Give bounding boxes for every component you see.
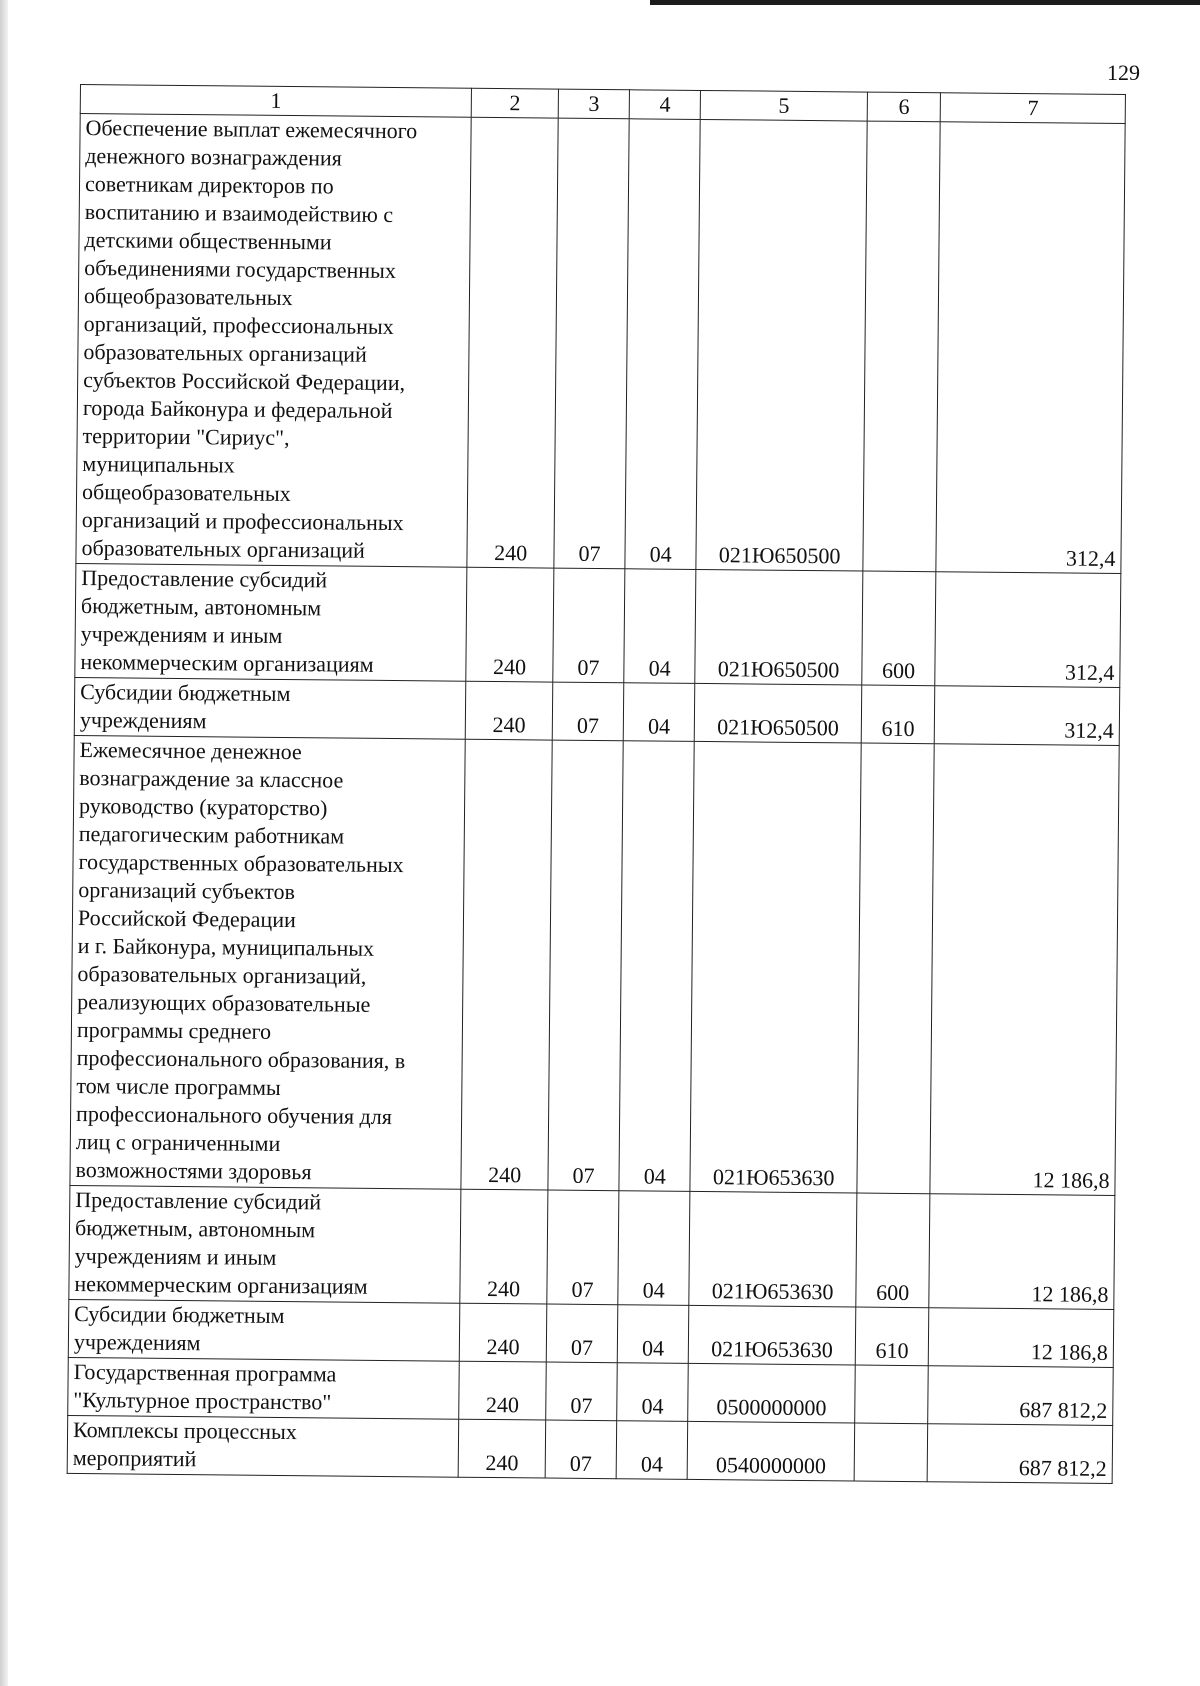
description-line: Государственная программа	[73, 1358, 337, 1387]
row-description	[68, 1357, 460, 1419]
description-line: учреждениям и иным	[80, 621, 283, 648]
code-cell: 240	[467, 117, 558, 568]
row-description	[70, 735, 466, 1189]
scan-top-edge	[650, 0, 1200, 5]
description-line: некоммерческим организациям	[74, 1271, 368, 1299]
subsection-cell: 04	[619, 741, 694, 1192]
scan-left-edge	[0, 0, 8, 1686]
description-line: педагогическим работникам	[78, 821, 345, 849]
subsection-cell: 04	[618, 1191, 690, 1306]
expense-type-cell: 610	[855, 1307, 929, 1366]
description-line: Комплексы процессных	[72, 1416, 297, 1445]
section-cell: 07	[545, 1420, 617, 1479]
amount-cell: 312,4	[935, 572, 1121, 688]
subsection-cell: 04	[617, 1363, 689, 1422]
amount-cell: 687 812,2	[928, 1424, 1113, 1484]
code-cell: 240	[459, 1361, 546, 1420]
description-line: Обеспечение выплат ежемесячного	[85, 115, 418, 144]
expense-type-cell: 610	[861, 685, 935, 744]
description-line: некоммерческим организациям	[80, 649, 374, 677]
table-row	[69, 1185, 1115, 1309]
subsection-cell: 04	[625, 119, 700, 570]
subsection-cell: 04	[617, 1305, 689, 1364]
description-line: Субсидии бюджетным	[80, 679, 291, 707]
target-article-cell: 021Ю650500	[695, 569, 863, 685]
row-description	[76, 114, 472, 568]
section-cell: 07	[552, 682, 624, 741]
target-article-cell: 021Ю650500	[695, 683, 862, 743]
description-line: советникам директоров по	[84, 171, 334, 199]
description-line: образовательных организаций	[81, 535, 366, 563]
description-line: государственных образовательных	[78, 849, 404, 878]
description-line: программы среднего	[76, 1017, 272, 1044]
amount-cell: 12 186,8	[929, 1194, 1115, 1310]
amount-cell: 12 186,8	[929, 1308, 1114, 1368]
subsection-cell: 04	[616, 1421, 688, 1480]
description-line: субъектов Российской Федерации,	[83, 367, 406, 396]
description-line: реализующих образовательные	[77, 989, 371, 1017]
description-line: организаций, профессиональных	[83, 311, 394, 340]
code-cell: 240	[466, 567, 554, 682]
description-line: Субсидии бюджетным	[74, 1301, 285, 1329]
amount-cell: 312,4	[936, 122, 1125, 574]
description-line: денежного вознаграждения	[85, 143, 342, 171]
table-row	[70, 735, 1119, 1195]
expense-type-cell: 600	[862, 571, 936, 686]
description-line: вознаграждение за классное	[79, 765, 344, 793]
target-article-cell: 021Ю653630	[690, 741, 861, 1193]
description-line: объединениями государственных	[84, 255, 397, 284]
description-line: города Байконура и федеральной	[82, 395, 393, 424]
description-line: учреждениям и иным	[74, 1243, 277, 1270]
column-number: 4	[629, 90, 700, 120]
section-cell: 07	[546, 1304, 618, 1363]
table-row	[74, 677, 1120, 745]
column-number: 6	[867, 92, 941, 122]
description-line: лиц с ограниченными	[75, 1129, 281, 1156]
table-row	[76, 114, 1125, 574]
description-line: общеобразовательных	[81, 479, 291, 507]
description-line: Предоставление субсидий	[75, 1187, 322, 1215]
description-line: профессионального обучения для	[75, 1101, 393, 1130]
description-line: и г. Байконура, муниципальных	[77, 933, 375, 961]
amount-cell: 687 812,2	[928, 1366, 1113, 1426]
amount-cell: 12 186,8	[930, 744, 1119, 1196]
description-line: общеобразовательных	[83, 283, 293, 311]
description-line: учреждениям	[79, 707, 207, 734]
description-line: организаций и профессиональных	[81, 507, 404, 536]
expense-type-cell: 600	[856, 1193, 930, 1308]
expense-type-cell	[855, 1365, 929, 1424]
table-row	[68, 1299, 1114, 1367]
row-description	[67, 1415, 459, 1477]
description-line: руководство (кураторство)	[78, 793, 328, 821]
description-line: территории "Сириус",	[82, 423, 290, 451]
description-line: учреждениям	[73, 1329, 201, 1356]
section-cell: 07	[548, 740, 623, 1191]
description-line: образовательных организаций,	[77, 961, 367, 989]
page-number: 129	[1107, 60, 1140, 85]
subsection-cell: 04	[624, 569, 696, 684]
budget-table	[67, 84, 1126, 1484]
row-description	[75, 563, 467, 681]
code-cell: 240	[458, 1419, 545, 1478]
budget-table-container	[67, 84, 1126, 1484]
row-description	[68, 1299, 460, 1361]
expense-type-cell	[857, 743, 935, 1194]
expense-type-cell	[854, 1423, 928, 1482]
description-line: образовательных организаций	[83, 339, 367, 367]
row-description	[74, 677, 466, 739]
description-line: Ежемесячное денежное	[79, 737, 302, 765]
column-number: 2	[472, 88, 559, 118]
section-cell: 07	[546, 1362, 618, 1421]
table-row	[67, 1415, 1113, 1483]
target-article-cell: 0500000000	[688, 1363, 855, 1423]
code-cell: 240	[461, 739, 552, 1190]
subsection-cell: 04	[623, 683, 695, 742]
column-number: 3	[558, 89, 629, 119]
row-description	[69, 1185, 461, 1303]
description-line: том числе программы	[76, 1073, 281, 1100]
description-line: организаций субъектов	[78, 877, 296, 905]
target-article-cell: 0540000000	[687, 1421, 854, 1481]
code-cell: 240	[460, 1303, 547, 1362]
description-line: Предоставление субсидий	[81, 565, 328, 593]
description-line: Российской Федерации	[77, 905, 296, 933]
description-line: муниципальных	[82, 451, 235, 478]
description-line: бюджетным, автономным	[74, 1215, 316, 1243]
column-number: 1	[80, 85, 472, 118]
column-number: 7	[941, 93, 1126, 124]
description-line: профессионального образования, в	[76, 1045, 406, 1074]
code-cell: 240	[460, 1189, 548, 1304]
table-row	[75, 563, 1121, 687]
description-line: "Культурное пространство"	[73, 1386, 332, 1415]
description-line: бюджетным, автономным	[80, 593, 322, 621]
column-number: 5	[700, 90, 867, 121]
expense-type-cell	[863, 121, 941, 572]
description-line: детскими общественными	[84, 227, 332, 255]
target-article-cell: 021Ю653630	[689, 1191, 857, 1307]
amount-cell: 312,4	[935, 686, 1120, 746]
target-article-cell: 021Ю653630	[689, 1305, 856, 1365]
target-article-cell: 021Ю650500	[696, 119, 867, 571]
section-cell: 07	[554, 118, 629, 569]
section-cell: 07	[553, 568, 625, 683]
description-line: воспитанию и взаимодействию с	[84, 199, 394, 228]
code-cell: 240	[466, 681, 553, 740]
description-line: мероприятий	[72, 1444, 197, 1472]
table-row	[68, 1357, 1114, 1425]
description-line: возможностями здоровья	[75, 1157, 312, 1185]
section-cell: 07	[547, 1190, 619, 1305]
